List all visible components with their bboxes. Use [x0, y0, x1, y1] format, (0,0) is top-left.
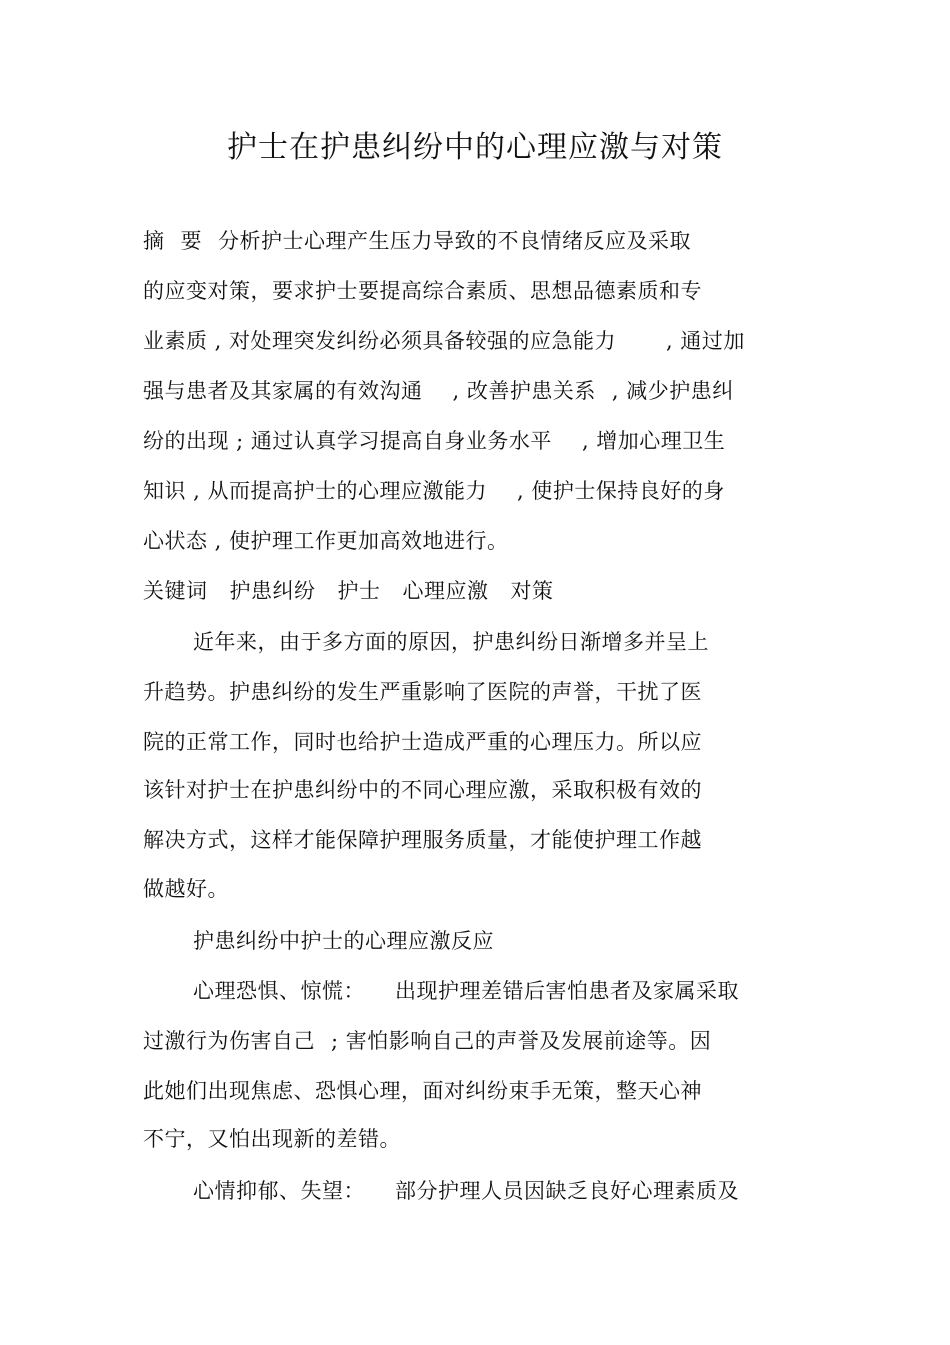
intro-line-5: 解决方式，这样才能保障护理服务质量，才能使护理工作越: [143, 828, 702, 852]
depression-text: 部分护理人员因缺乏良好心理素质及: [395, 1179, 739, 1203]
abstract-text: 知识 , 从而提高护士的心理应激能力: [143, 479, 488, 503]
fear-label: 心理恐惧、惊慌：: [193, 979, 365, 1003]
abstract-text: 分析护士心理产生压力导致的不良情绪反应及采取: [218, 229, 691, 253]
fear-line-4: 不宁，又怕出现新的差错。: [143, 1127, 401, 1151]
depression-line-1: [193, 1176, 739, 1206]
document-title: 护士在护患纠纷中的心理应激与对策: [227, 130, 723, 165]
fear-text: 出现护理差错后害怕患者及家属采取: [395, 979, 739, 1003]
abstract-line-1: [143, 226, 691, 256]
section-heading: 护患纠纷中护士的心理应激反应: [193, 929, 494, 953]
abstract-text: 心状态 , 使护理工作更加高效地进行。: [143, 529, 509, 553]
abstract-line-7: [143, 526, 509, 556]
abstract-line-4: [143, 376, 734, 406]
intro-line-4: 该针对护士在护患纠纷中的不同心理应激，采取积极有效的: [143, 778, 702, 802]
depression-label: 心情抑郁、失望：: [193, 1179, 365, 1203]
abstract-text: , 减少护患纠: [611, 379, 734, 403]
fear-line-1: [193, 976, 739, 1006]
intro-line-6: 做越好。: [143, 877, 229, 901]
abstract-label-a: 摘: [143, 229, 165, 253]
abstract-text: , 使护士保持良好的身: [517, 479, 725, 503]
fear-text: 过激行为伤害自己: [143, 1029, 315, 1053]
fear-text: ; 害怕影响自己的声誉及发展前途等。因: [331, 1029, 712, 1053]
keywords-line: [143, 576, 554, 606]
abstract-line-2: [143, 276, 702, 306]
intro-line-1: 近年来，由于多方面的原因，护患纠纷日渐增多并呈上: [193, 630, 709, 654]
abstract-text: , 增加心理卫生: [581, 429, 726, 453]
abstract-text: 强与患者及其家属的有效沟通: [143, 379, 423, 403]
keyword: 心理应激: [402, 579, 489, 603]
abstract-text: 业素质 , 对处理突发纠纷必须具备较强的应急能力: [143, 329, 617, 353]
fear-line-2: [143, 1026, 711, 1056]
abstract-label-b: 要: [180, 229, 202, 253]
abstract-line-3: [143, 326, 745, 356]
abstract-line-6: [143, 476, 725, 506]
intro-line-2: 升趋势。护患纠纷的发生严重影响了医院的声誉，干扰了医: [143, 680, 702, 704]
keyword: 对策: [510, 579, 554, 603]
keyword: 护患纠纷: [229, 579, 316, 603]
abstract-text: , 通过加: [666, 329, 745, 353]
keyword: 护士: [337, 579, 381, 603]
abstract-text: , 改善护患关系: [452, 379, 596, 403]
abstract-line-5: [143, 426, 725, 456]
fear-line-3: 此她们出现焦虑、恐惧心理，面对纠纷束手无策，整天心神: [143, 1079, 702, 1103]
keywords-label: 关键词: [143, 579, 208, 603]
abstract-text: 纷的出现 ; 通过认真学习提高自身业务水平: [143, 429, 552, 453]
abstract-text: 的应变对策，要求护士要提高综合素质、思想品德素质和专: [143, 279, 702, 303]
intro-line-3: 院的正常工作，同时也给护士造成严重的心理压力。所以应: [143, 730, 702, 754]
